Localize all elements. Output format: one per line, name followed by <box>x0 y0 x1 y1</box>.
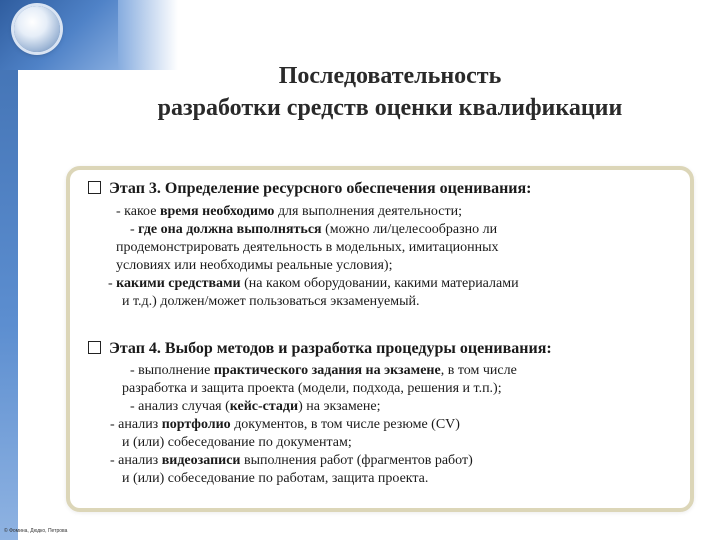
stage-4-heading-text: Этап 4. Выбор методов и разработка процедуры оценивания: <box>109 340 552 357</box>
text: - <box>108 276 117 291</box>
stage-4-line-2: разработка и защита проекта (модели, подхода, решения и т.п.); <box>122 381 502 396</box>
stage-3-line-2 <box>116 221 676 239</box>
text: (можно ли/целесообразно ли <box>321 222 498 237</box>
text: ) на экзамене; <box>298 399 381 414</box>
copyright-footer: © Фомина, Дюдко, Петрова <box>4 528 68 534</box>
emphasis: время необходимо <box>159 204 275 219</box>
decorative-sidebar <box>0 0 18 540</box>
text: - анализ случая ( <box>130 399 230 414</box>
emphasis: практического задания на экзамене <box>213 363 441 378</box>
emphasis: где она должна выполняться <box>138 222 322 237</box>
text: - выполнение <box>130 363 214 378</box>
stage-3-heading <box>88 180 532 198</box>
emphasis: портфолио <box>161 417 231 432</box>
text: документов, в том числе резюме (CV) <box>230 417 460 432</box>
orb-icon <box>14 6 60 52</box>
content-box <box>66 166 694 512</box>
stage-3-line-4: условиях или необходимы реальные условия); <box>116 258 393 273</box>
stage-3-line-6: и т.д.) должен/может пользоваться экзаменуемый. <box>122 294 420 309</box>
emphasis: кейс-стади <box>229 399 299 414</box>
text: для выполнения деятельности; <box>274 204 462 219</box>
stage-4-line-5: и (или) собеседование по документам; <box>122 435 352 450</box>
text: - анализ <box>110 453 162 468</box>
stage-3-line-5 <box>108 275 676 293</box>
stage-4-list <box>110 362 676 488</box>
stage-4-line-3 <box>116 398 676 416</box>
text: - <box>130 222 139 237</box>
text: - анализ <box>110 417 162 432</box>
text: выполнения работ (фрагментов работ) <box>240 453 473 468</box>
checkbox-bullet-icon <box>88 341 101 354</box>
title-line-1: Последовательность <box>278 63 502 89</box>
stage-4-line-7: и (или) собеседование по работам, защита проекта. <box>122 471 429 486</box>
stage-3-heading-text: Этап 3. Определение ресурсного обеспечения оценивания: <box>109 180 532 197</box>
stage-3-line-3: продемонстрировать деятельность в модельных, имитационных <box>116 240 499 255</box>
text: (на каком оборудовании, какими материалами <box>240 276 519 291</box>
stage-4-line-1 <box>116 362 676 380</box>
emphasis: какими средствами <box>116 276 241 291</box>
stage-4-line-6 <box>110 452 676 470</box>
checkbox-bullet-icon <box>88 181 101 194</box>
stage-4-line-4 <box>110 416 676 434</box>
text: , в том числе <box>440 363 517 378</box>
title-line-2: разработки средств оценки квалификации <box>157 95 623 121</box>
emphasis: видеозаписи <box>161 453 241 468</box>
stage-4-heading <box>88 340 552 358</box>
stage-3-line-1 <box>116 203 676 221</box>
stage-3-list <box>108 203 676 311</box>
slide-title <box>100 60 680 124</box>
text: - какое <box>116 204 160 219</box>
